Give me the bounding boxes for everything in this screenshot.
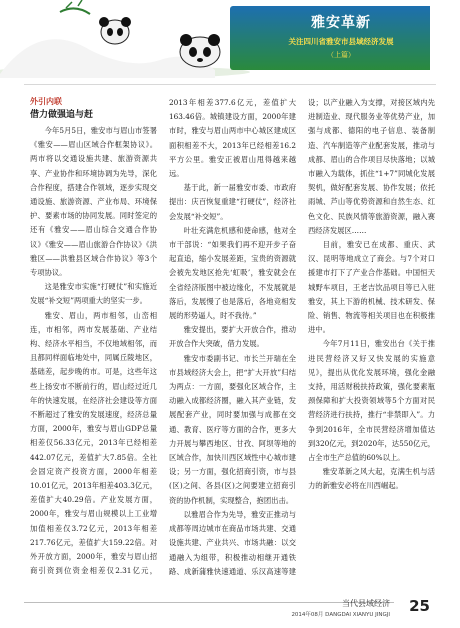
paragraph: 基于此，新一届雅安市委、市政府提出：庆百恢复重建“打硬仗”，经济社会发展“补交短”。: [169, 183, 296, 221]
header-title-band: [230, 6, 430, 70]
paragraph: 今年7月11日，雅安出台《关于推进民营经济又好又快发展的实施意见》，提出从优化发展环境，强化金融支持，用活财税扶持政策，强化要素瓶颈保障和扩大投资领域等5个方面对民营经济进行扶持，推行“非禁即入”。力争到2016年，全市民营经济增加值达到320亿元，到2020年，达550亿元，占全市生产总值的60%以上。: [308, 339, 435, 463]
paragraph: 今年5月5日，雅安市与眉山市签署《雅安——眉山区域合作框架协议》。两市将以交通设施共建、旅游资源共享、产业协作和环境协调为先导，深化合作程度，搭建合作领域，逐步实现交通设施、旅游资源、产业布局、环境保护、要素市场的协同发展。同时签定的还有《雅安——眉山综合交通合作协议》《雅安——眉山旅游合作协议》《洪雅区——洪雅县区域合作协议》等3个专项协议。: [30, 126, 157, 278]
paragraph: 以雅眉合作为先导，雅安正推动与成都等周边城市在商品市场共建、交通设施共建、产业共兴、市场共融：以交通融入为组带，积极推动相继开通铁路、成新蒲雅快速通道、乐汉高速等建设；以产业融入为支撑，对接区域内先进制造业、现代服务业等优势产业，加强与成都、德阳的电子信息、装备制造、汽车制造等产业配套发展，推动与成都、眉山的合作项目尽快落地；以城市融入为载体，抓住“1+7”同城化发展契机，做好配套发展、协作发展；依托雨城、芦山等优势资源和自然生态、红色文化、民族风情等旅游资源，融入赛西经济发展区……: [169, 98, 435, 576]
header-divider: [24, 84, 436, 85]
article-body: [30, 96, 435, 584]
footer-date: 2014年08月 DANGDAI XIANYU JINGJI: [291, 612, 390, 618]
footer-divider: [24, 602, 394, 603]
paragraph: 雅安、眉山，两市相邻，山峦相连，市相邻，两市发展基础、产业结构、经济水平相当，不仅地域相邻，而且都同样面临地处中，同属丘陵地区，基础差，起步晚的市。可是，这些年这些上扬安市不断前行的，眉山经过近几年的快速发展，在经济社会建设等方面不断超过了雅安的发展速度，经济总量方面，2000年，雅安与眉山GDP总量相差仅56.33亿元，2013年已经相差442.07亿元，差值扩大7.85倍。全社会固定资产投资方面，2000年相差10.01亿元，2013年相差403.3亿元，差值扩大40.29倍。产业发展方面，2000年，雅安与眉山规模以上工业增加值相差仅3.72亿元，2013年相差217.76亿元，差值扩大159.22倍。对外开放方面，2000年，雅安与眉山招商引资到位资金相差仅2.31亿元，2013年相差377.6亿元，差值扩大163.46倍。城镇建设方面，2000年建市时，雅安与眉山两市中心城区建成区面积相差不大，2013年已经相差16.2平方公里。雅安正被眉山甩得越来越远。: [30, 98, 296, 576]
article-headline: 借力做强追与赶: [30, 110, 94, 120]
header-part: （上篇）: [327, 51, 355, 59]
header-banner: [0, 0, 430, 78]
paragraph: 雅安市委副书记、市长兰开瑞在全市县域经济大会上，把“扩大开放”归结为两点：一方面，要强化区域合作，主动融入成都经济圈，融入其产业链，发展配套产业，同时要加强与成都在交通、教育、医疗等方面的合作，更多大力开展与攀西地区、甘孜、阿坝等地的区域合作，加快川西区域性中心城市建设；另一方面，强化招商引资，市与县(区)之间、各县(区)之间要建立招商引资的协作机制，实现整合，抱团出击。: [169, 353, 296, 505]
page-number: 25: [409, 597, 430, 615]
panda-illustration: [0, 0, 260, 78]
paragraph: 雅安提出，要扩大开放合作，推动开放合作大突破，借力发展。: [169, 325, 296, 349]
paragraph: 叶壮充满危机感和使命感，他对全市干部说：“如果我们再不迎开步子奋起直追，缩小发展差距，宝贵的资源就会被先发地区抢先‘虹吸’，雅安就会在全省经济版图中被边缘化，不发展就是落后，发展慢了也是落后，各地竞相发展的形势逼人，时不我待。”: [169, 225, 296, 321]
header-title: 雅安革新: [311, 15, 371, 31]
header-subtitle: 关注四川省雅安市县域经济发展: [288, 37, 394, 46]
section-label: 外引内联: [30, 97, 62, 106]
footer-magazine-name: 当代县域经济: [342, 599, 390, 608]
paragraph: 目前，雅安已在成都、重庆、武汉、昆明等地成立了商会。与7个对口援建市打下了产业合作基础。中国恒天城野车项目，王老吉饮品项目等已入驻雅安，其上下游的机械、技术研发、保险、销售、物流等相关项目也在积极推进中。: [308, 240, 435, 335]
paragraph: 这是雅安市实施“打硬仗”和实施近发展“补交短”两项重大的坚实一步。: [30, 282, 157, 306]
paragraph: 雅安革新之风大起，克满生机与活力的新雅安必将在川西崛起。: [308, 467, 435, 491]
